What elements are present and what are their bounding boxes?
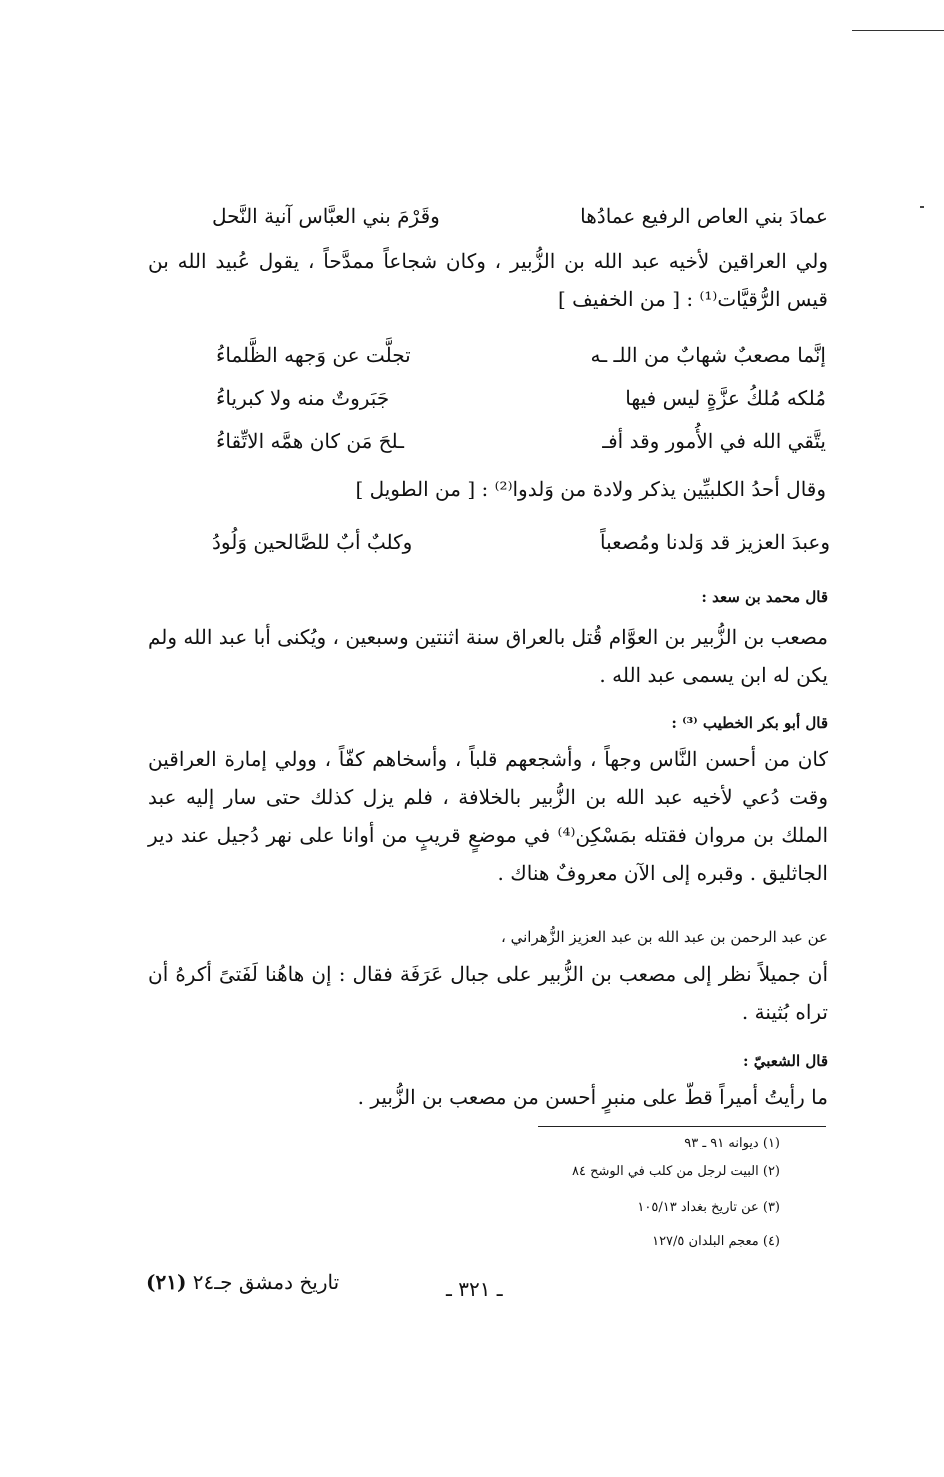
section-heading: قال الشعبيّ :: [742, 1052, 828, 1070]
paragraph: وقال أحدُ الكلبيِّين يذكر ولادة من وَلدوا⁽²⁾ : [ من الطويل ]: [355, 477, 826, 501]
verse-hemistich-second: ـلحَ مَن كان همَّه الاتِّقاءُ: [216, 429, 405, 453]
section-heading: قال أبو بكر الخطيب ⁽³⁾ :: [671, 714, 828, 732]
paragraph: كان من أحسن النَّاس وجهاً ، وأشجعهم قلباً ، وأسخاهم كفّاً ، وولي إمارة العراقين وقت دُعي لأخيه عبد الله بن الزُّبير بالخلافة ، فلم يزل كذلك حتى سار إليه عبد الملك بن مروان فقتله بمَسْكِن⁽⁴⁾ في موضعٍ قريبٍ من أوانا على نهر دُجيل عند دير الجاثليق . وقبره إلى الآن معروفٌ هناك .: [148, 747, 828, 885]
verse-line: [216, 427, 826, 455]
verse-line: [212, 528, 830, 556]
page-number: ـ ٣٢١ ـ: [446, 1277, 503, 1301]
verse-hemistich-first: يتَّقي الله في الأُمور وقد أفـ: [602, 429, 826, 453]
footnote: (١) ديوانه ٩١ ـ ٩٣: [684, 1136, 780, 1151]
section-heading: قال محمد بن سعد :: [701, 588, 828, 606]
footnote-rule: [538, 1126, 826, 1127]
book-title-text: تاريخ دمشق جـ٢٤: [192, 1270, 340, 1294]
volume-mark: (٢١): [146, 1270, 187, 1294]
verse-hemistich-second: جَبَروتٌ منه ولا كبرياءُ: [216, 386, 390, 410]
paragraph: ما رأيتُ أميراً قطّ على منبرٍ أحسن من مصعب بن الزُّبير .: [357, 1085, 828, 1109]
verse-hemistich-first: مُلكه مُلكُ عزَّةٍ ليس فيها: [625, 386, 826, 410]
verse-hemistich-first: إنَّما مصعبٌ شهابٌ من اللـ ـه: [590, 343, 826, 367]
verse-hemistich-second: وكلبٌ أبٌ للصَّالحين وَلُودُ: [212, 530, 413, 554]
verse-hemistich-first: وعبدَ العزيز قد وَلدنا ومُصعباً: [600, 530, 830, 554]
footnote: (٤) معجم البلدان ١٢٧/٥: [652, 1234, 780, 1249]
header-rule: [852, 30, 944, 31]
book-title: [146, 1267, 339, 1297]
paragraph: مصعب بن الزُّبير بن العوَّام قُتل بالعراق سنة اثنتين وسبعين ، ويُكنى أبا عبد الله ولم يكن له ابن يسمى عبد الله .: [148, 625, 828, 687]
footnote: (٣) عن تاريخ بغداد ١٠٥/١٣: [637, 1200, 780, 1215]
verse-hemistich-second: وقَرْمَ بني العبَّاس آنية النَّحل: [212, 204, 440, 228]
paragraph: أن جميلاً نظر إلى مصعب بن الزُّبير على جبال عَرَفَة فقال : إن هاهُنا لَفَتىً أكرهُ أن تراه بُثينة .: [148, 962, 828, 1024]
verse-line: [212, 202, 828, 230]
verse-hemistich-second: تجلَّت عن وَجهه الظَّلماءُ: [216, 343, 411, 367]
verse-hemistich-first: عمادَ بني العاص الرفيع عمادُها: [580, 204, 828, 228]
verse-line: [216, 341, 826, 369]
paragraph: ولي العراقين لأخيه عبد الله بن الزُّبير ، وكان شجاعاً ممدَّحاً ، يقول عُبيد الله بن قيس الرُّقيَّات⁽¹⁾ : [ من الخفيف ]: [148, 249, 828, 311]
section-heading: عن عبد الرحمن بن عبد الله بن عبد العزيز الزُّهراني ،: [501, 928, 828, 946]
footnote: (٢) البيت لرجل من كلب في الوشح ٨٤: [572, 1164, 780, 1179]
edge-mark: [920, 206, 924, 208]
verse-line: [216, 384, 826, 412]
